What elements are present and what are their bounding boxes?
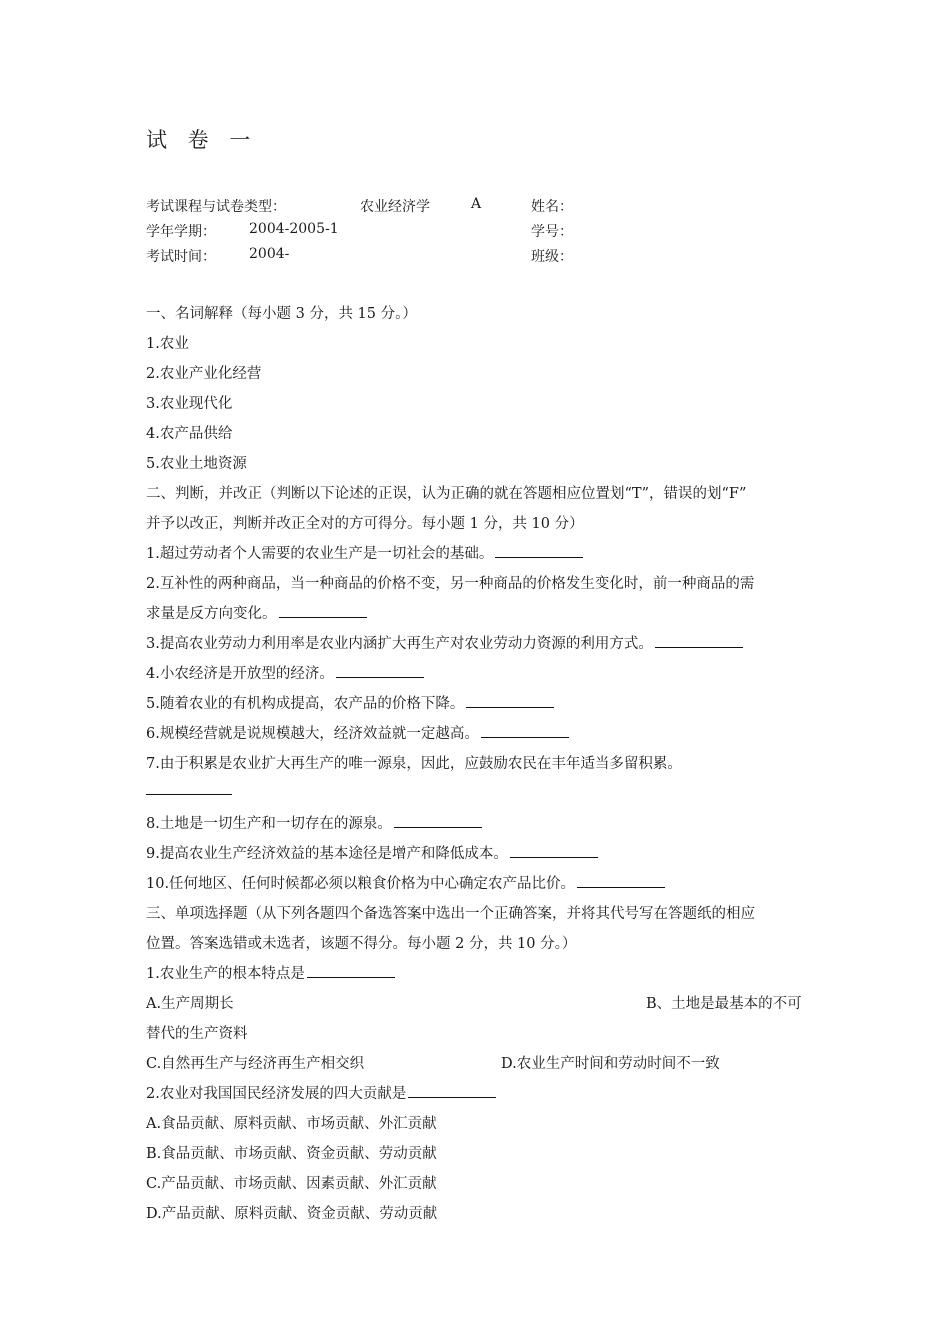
section2-question: 5.随着农业的有机构成提高，农产品的价格下降。 xyxy=(146,692,554,713)
section1-item: 4.农产品供给 xyxy=(146,426,233,442)
term-value: 2004-2005-1 xyxy=(249,221,339,237)
answer-blank xyxy=(336,663,424,678)
section2-question: 求量是反方向变化。 xyxy=(146,602,367,623)
section2-question: 7.由于积累是农业扩大再生产的唯一源泉，因此，应鼓励农民在丰年适当多留积累。 xyxy=(146,756,682,772)
term-label: 学年学期： xyxy=(146,224,216,240)
exam-time-value: 2004- xyxy=(249,246,290,262)
page-title: 试 卷 一 xyxy=(146,128,258,152)
answer-blank xyxy=(394,813,482,828)
answer-blank xyxy=(481,723,569,738)
choice-option-b: B、土地是最基本的不可 xyxy=(646,996,802,1012)
choice-option-d: D.产品贡献、原料贡献、资金贡献、劳动贡献 xyxy=(146,1206,438,1222)
section2-heading-line1: 二、判断，并改正（判断以下论述的正误，认为正确的就在答题相应位置划“T”，错误的划“F” xyxy=(146,486,747,502)
section2-question: 8.土地是一切生产和一切存在的源泉。 xyxy=(146,812,482,833)
choice-option-b: B.食品贡献、市场贡献、资金贡献、劳动贡献 xyxy=(146,1146,437,1162)
section1-item: 5.农业土地资源 xyxy=(146,456,247,472)
paper-type: A xyxy=(471,196,482,212)
section3-question: 1.农业生产的根本特点是 xyxy=(146,962,395,983)
answer-blank xyxy=(146,780,232,795)
choice-option-a: A.生产周期长 xyxy=(146,996,234,1012)
section2-question: 4.小农经济是开放型的经济。 xyxy=(146,662,424,683)
section3-heading-line1: 三、单项选择题（从下列各题四个备选答案中选出一个正确答案，并将其代号写在答题纸的相应 xyxy=(146,906,755,922)
class-label: 班级： xyxy=(531,249,573,265)
choice-option-c: C.产品贡献、市场贡献、因素贡献、外汇贡献 xyxy=(146,1176,437,1192)
section2-question: 2.互补性的两种商品，当一种商品的价格不变，另一种商品的价格发生变化时，前一种商品的需 xyxy=(146,576,755,592)
section2-question: 1.超过劳动者个人需要的农业生产是一切社会的基础。 xyxy=(146,542,583,563)
answer-blank xyxy=(510,843,598,858)
section1-heading: 一、名词解释（每小题 3 分，共 15 分。） xyxy=(146,306,417,322)
choice-option-a: A.食品贡献、原料贡献、市场贡献、外汇贡献 xyxy=(146,1116,437,1132)
answer-blank xyxy=(466,693,554,708)
section3-heading-line2: 位置。答案选错或未选者，该题不得分。每小题 2 分，共 10 分。） xyxy=(146,936,577,952)
section1-item: 2.农业产业化经营 xyxy=(146,366,262,382)
choice-option-b-continued: 替代的生产资料 xyxy=(146,1026,248,1042)
section2-question: 10.任何地区、任何时候都必须以粮食价格为中心确定农产品比价。 xyxy=(146,872,665,893)
choice-option-c: C.自然再生产与经济再生产相交织 xyxy=(146,1056,365,1072)
answer-blank xyxy=(495,543,583,558)
exam-time-label: 考试时间： xyxy=(146,249,216,265)
name-label: 姓名： xyxy=(531,199,573,215)
section2-heading-line2: 并予以改正，判断并改正全对的方可得分。每小题 1 分，共 10 分） xyxy=(146,516,584,532)
answer-blank xyxy=(279,603,367,618)
student-id-label: 学号： xyxy=(531,224,573,240)
answer-blank xyxy=(655,633,743,648)
course-value: 农业经济学 xyxy=(360,199,430,215)
section3-question: 2.农业对我国国民经济发展的四大贡献是 xyxy=(146,1082,496,1103)
answer-blank xyxy=(307,963,395,978)
answer-blank xyxy=(577,873,665,888)
course-label: 考试课程与试卷类型： xyxy=(146,199,286,215)
section2-question: 6.规模经营就是说规模越大，经济效益就一定越高。 xyxy=(146,722,569,743)
section1-item: 3.农业现代化 xyxy=(146,396,233,412)
section1-item: 1.农业 xyxy=(146,336,189,352)
answer-blank xyxy=(408,1083,496,1098)
section2-question: 9.提高农业生产经济效益的基本途径是增产和降低成本。 xyxy=(146,842,598,863)
section2-question: 3.提高农业劳动力利用率是农业内涵扩大再生产对农业劳动力资源的利用方式。 xyxy=(146,632,743,653)
choice-option-d: D.农业生产时间和劳动时间不一致 xyxy=(501,1056,720,1072)
